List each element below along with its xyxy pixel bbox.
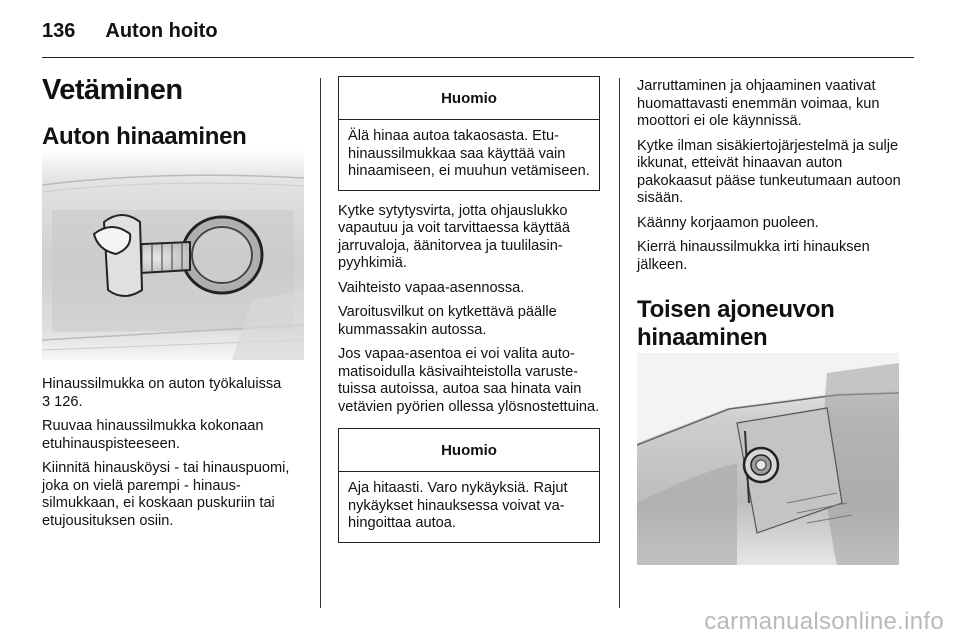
page-reference [42,394,308,412]
paragraph: Varoitusvilkut on kytkettävä päälle kummassakin autossa. [338,304,557,338]
section-heading: Auton hinaaminen [42,123,247,150]
section-heading: Toisen ajoneuvon hinaaminen [637,296,835,351]
notice-box [338,76,600,191]
notice-title: Huomio [339,429,599,472]
page-number: 136 [42,20,76,42]
notice-box [338,428,600,543]
column-1-text [42,376,308,537]
page-header [42,20,218,43]
header-rule [42,57,914,58]
towing-eye-illustration [42,150,304,360]
paragraph: Vaihteisto vapaa-asennossa. [338,279,525,296]
notice-body: Älä hinaa autoa takaosasta. Etuhinaussilmukkaa saa käyttää vain hinaamiseen, ei muuhun vetämiseen. [348,128,590,179]
paragraph: Ruuvaa hinaussilmukka kokonaan etuhinauspisteeseen. [42,418,264,452]
chapter-title: Vetäminen [42,74,183,106]
paragraph: Kierrä hinaussilmukka irti hinauksen jälkeen. [637,239,870,273]
notice-body: Aja hitaasti. Varo nykäyksiä. Rajut nykäykset hinauksessa voivat vahingoittaa autoa. [348,480,568,531]
section-title: Auton hoito [105,20,218,42]
paragraph: Kiinnitä hinausköysi - tai hinauspuomi, joka on vielä parempi - hinaussilmukkaan, ei koskaan puskuriin tai etujousituksen osiin. [42,460,290,529]
paragraph: Käänny korjaamon puoleen. [637,214,819,231]
column-divider-2 [619,78,620,608]
rear-towing-eye-illustration [637,353,899,565]
notice-title: Huomio [339,77,599,120]
column-divider-1 [320,78,321,608]
column-1 [42,74,308,151]
column-2 [338,76,600,543]
watermark: carmanualsonline.info [704,608,944,635]
paragraph: Jos vapaa-asentoa ei voi valita automatisoidulla käsivaihteistolla varustetuissa autoissa, autoa saa hinata vain vetävien pyörien ollessa ylösnostettuina. [338,346,600,415]
column-3 [637,78,903,352]
paragraph: Jarruttaminen ja ohjaaminen vaativat huomattavasti enemmän voimaa, kun moottori ei ole käynnissä. [637,78,880,129]
paragraph: Kytke ilman sisäkiertojärjestelmä ja sulje ikkunat, etteivät hinaavan auton pakokaasut pääse tunkeutumaan autoon sisään. [637,137,901,206]
paragraph: Kytke sytytysvirta, jotta ohjauslukko vapautuu ja voit tarvittaessa käyttää jarruvaloja, äänitorvea ja tuulilasinpyyhkimiä. [338,202,571,271]
reference-text: 3 126. [42,393,83,410]
paragraph: Hinaussilmukka on auton työkaluissa [42,376,282,392]
